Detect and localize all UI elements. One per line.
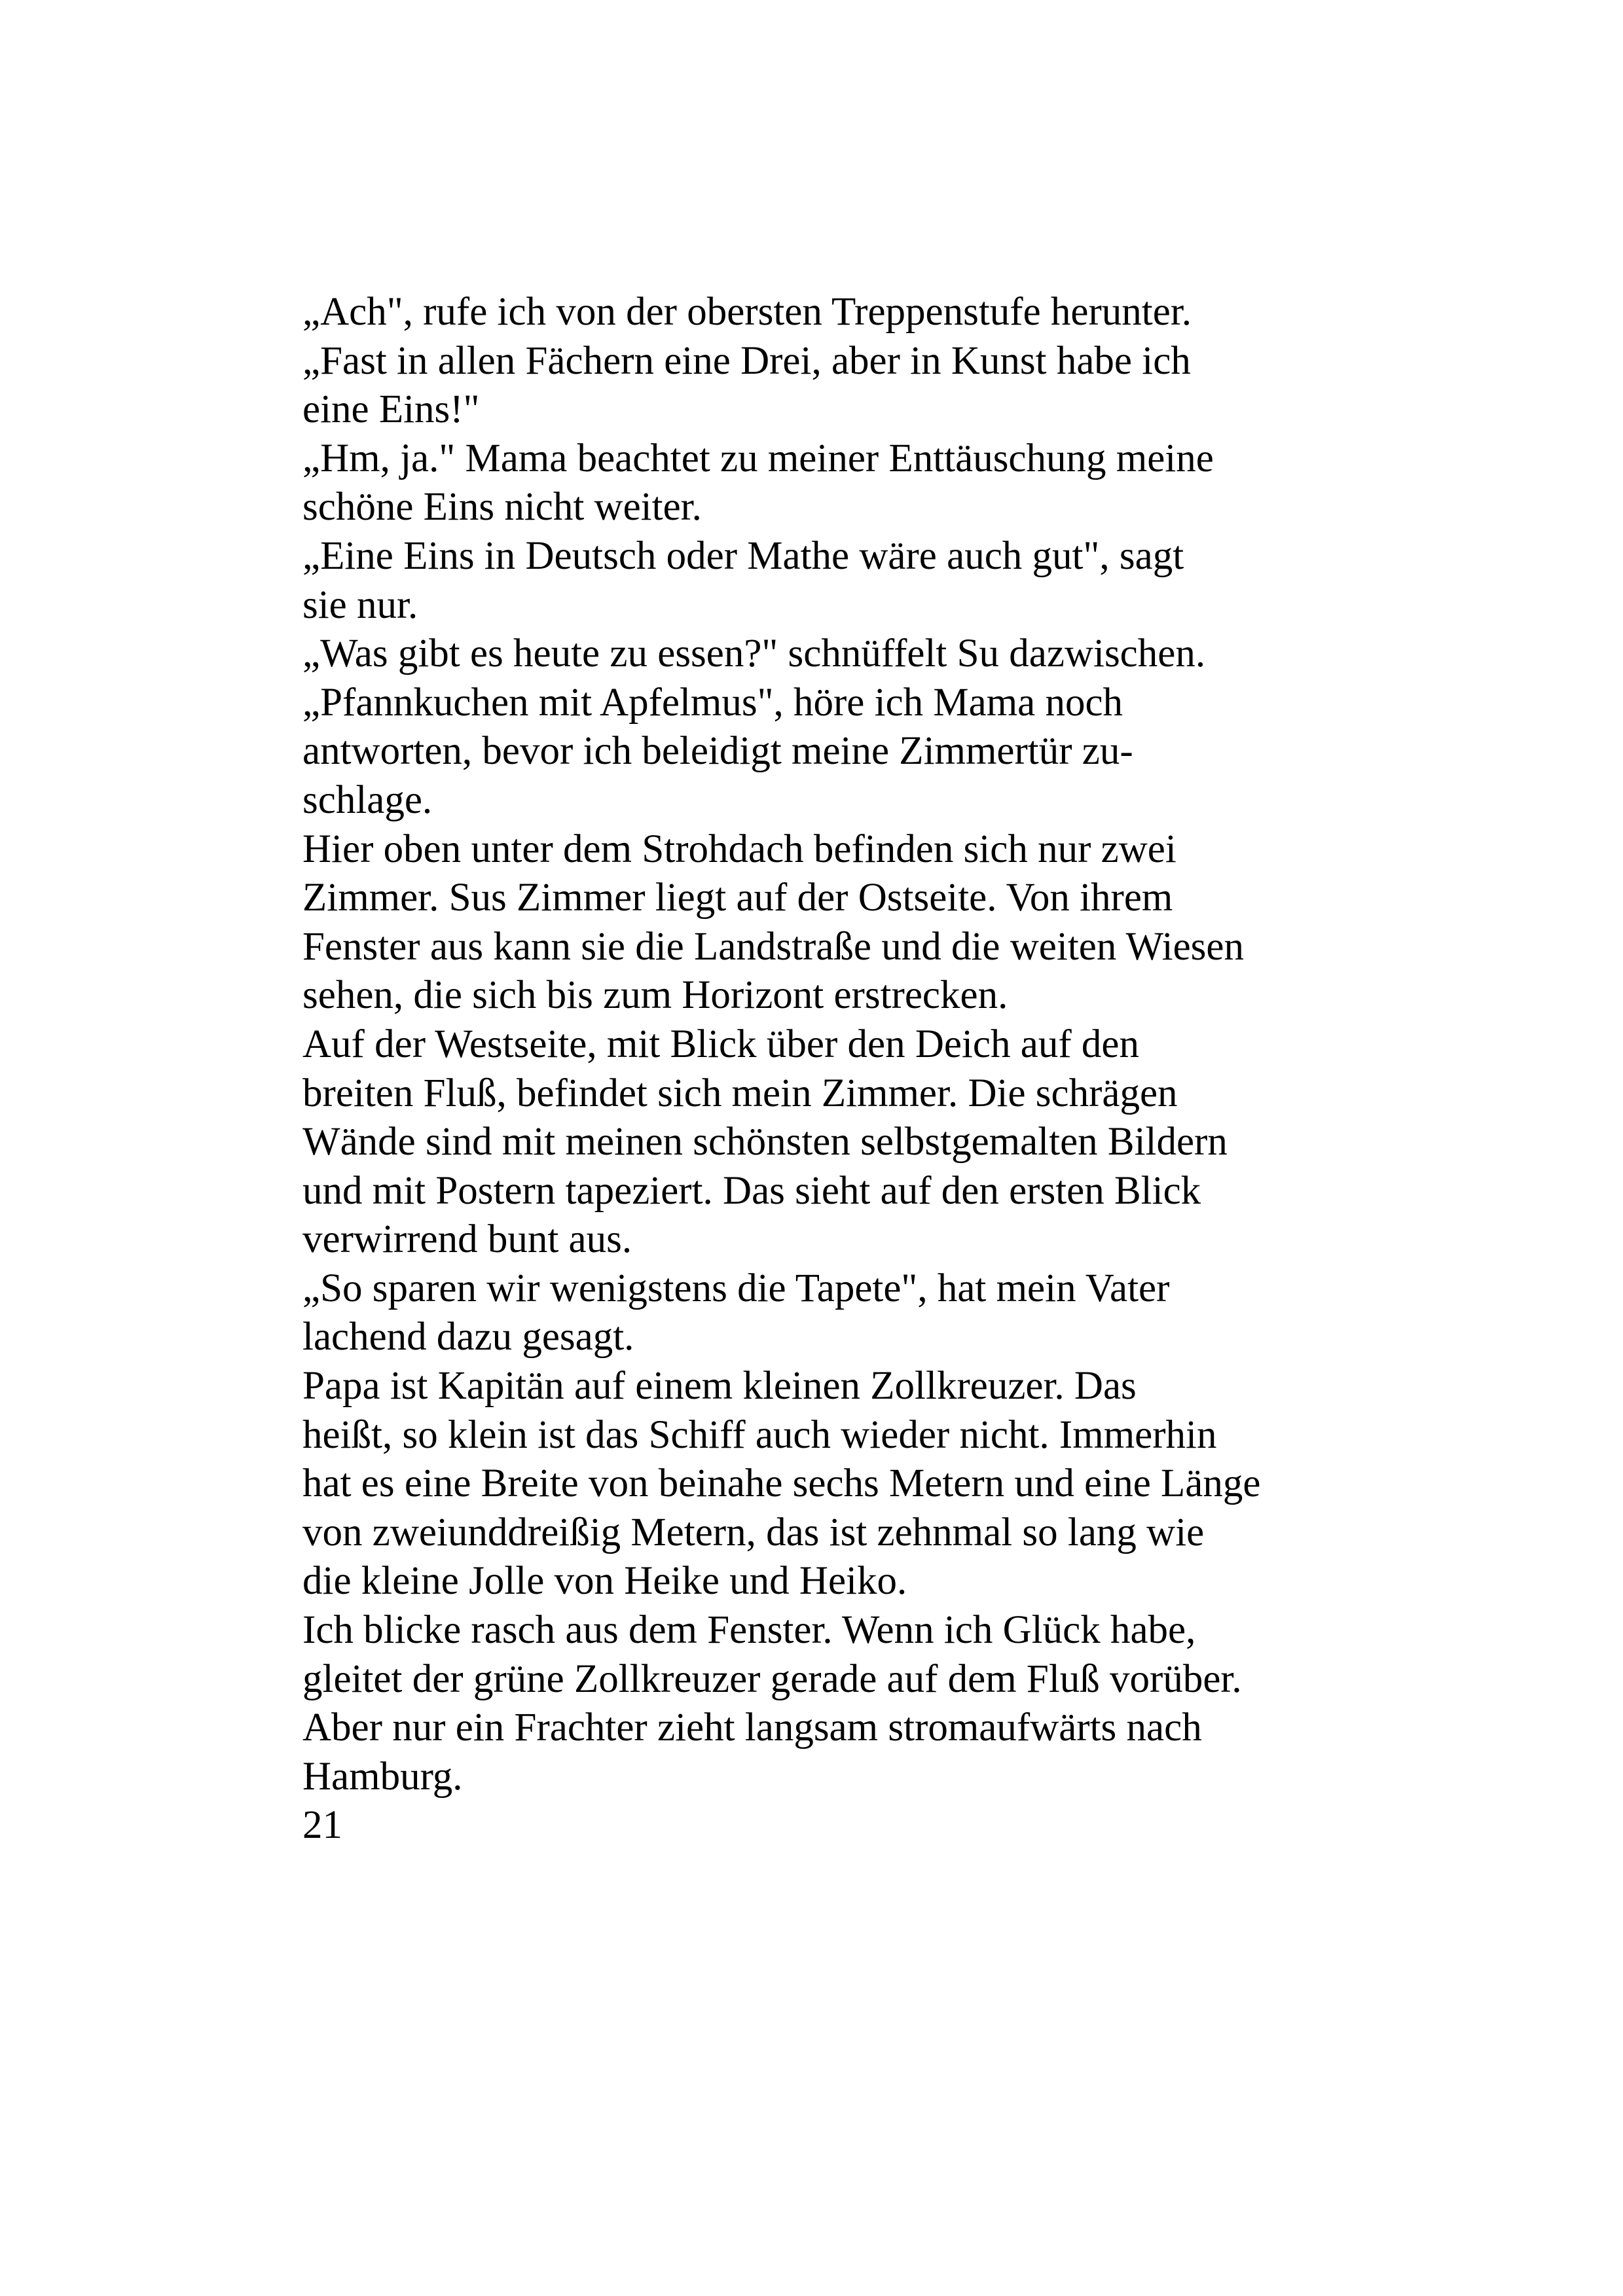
body-text [302,288,1415,1850]
text-line: lachend dazu gesagt. [302,1315,634,1359]
text-line: „Was gibt es heute zu essen?" schnüffelt Su dazwischen. [302,632,1206,676]
text-line: Ich blicke rasch aus dem Fenster. Wenn ich Glück habe, [302,1608,1196,1653]
text-line: antworten, bevor ich beleidigt meine Zimmertür zu- [302,729,1133,774]
text-line: sehen, die sich bis zum Horizont erstrecken. [302,973,1008,1018]
text-line: „So sparen wir wenigstens die Tapete", hat mein Vater [302,1266,1170,1310]
text-line: eine Eins!" [302,387,480,432]
text-line: und mit Postern tapeziert. Das sieht auf den ersten Blick [302,1168,1201,1213]
text-line: gleitet der grüne Zollkreuzer gerade auf dem Fluß vorüber. [302,1657,1242,1701]
text-line: schöne Eins nicht weiter. [302,485,702,529]
text-line: Papa ist Kapitän auf einem kleinen Zollkreuzer. Das [302,1364,1137,1408]
text-line: heißt, so klein ist das Schiff auch wieder nicht. Immerhin [302,1412,1217,1457]
text-line: „Ach", rufe ich von der obersten Treppenstufe herunter. [302,290,1192,334]
text-line: Hier oben unter dem Strohdach befinden sich nur zwei [302,827,1176,871]
text-line: sie nur. [302,583,418,627]
text-line: „Eine Eins in Deutsch oder Mathe wäre auch gut", sagt [302,533,1184,578]
text-line: von zweiunddreißig Metern, das ist zehnmal so lang wie [302,1510,1205,1554]
text-line: Auf der Westseite, mit Blick über den Deich auf den [302,1022,1139,1066]
text-line: Aber nur ein Frachter zieht langsam stromaufwärts nach [302,1706,1202,1750]
text-line: schlage. [302,778,433,822]
text-line: Wände sind mit meinen schönsten selbstgemalten Bildern [302,1120,1228,1164]
text-line: „Pfannkuchen mit Apfelmus", höre ich Mama noch [302,680,1123,725]
text-line: „Fast in allen Fächern eine Drei, aber in Kunst habe ich [302,338,1191,383]
text-line: die kleine Jolle von Heike und Heiko. [302,1559,907,1604]
text-line: „Hm, ja." Mama beachtet zu meiner Enttäuschung meine [302,436,1214,480]
text-line: Hamburg. [302,1754,463,1799]
text-line: hat es eine Breite von beinahe sechs Metern und eine Länge [302,1462,1261,1506]
text-line: breiten Fluß, befindet sich mein Zimmer. Die schrägen [302,1071,1178,1115]
text-line: verwirrend bunt aus. [302,1217,632,1262]
text-line: Fenster aus kann sie die Landstraße und die weiten Wiesen [302,924,1244,969]
text-line: Zimmer. Sus Zimmer liegt auf der Ostseite. Von ihrem [302,876,1173,920]
page-number: 21 [302,1803,342,1848]
